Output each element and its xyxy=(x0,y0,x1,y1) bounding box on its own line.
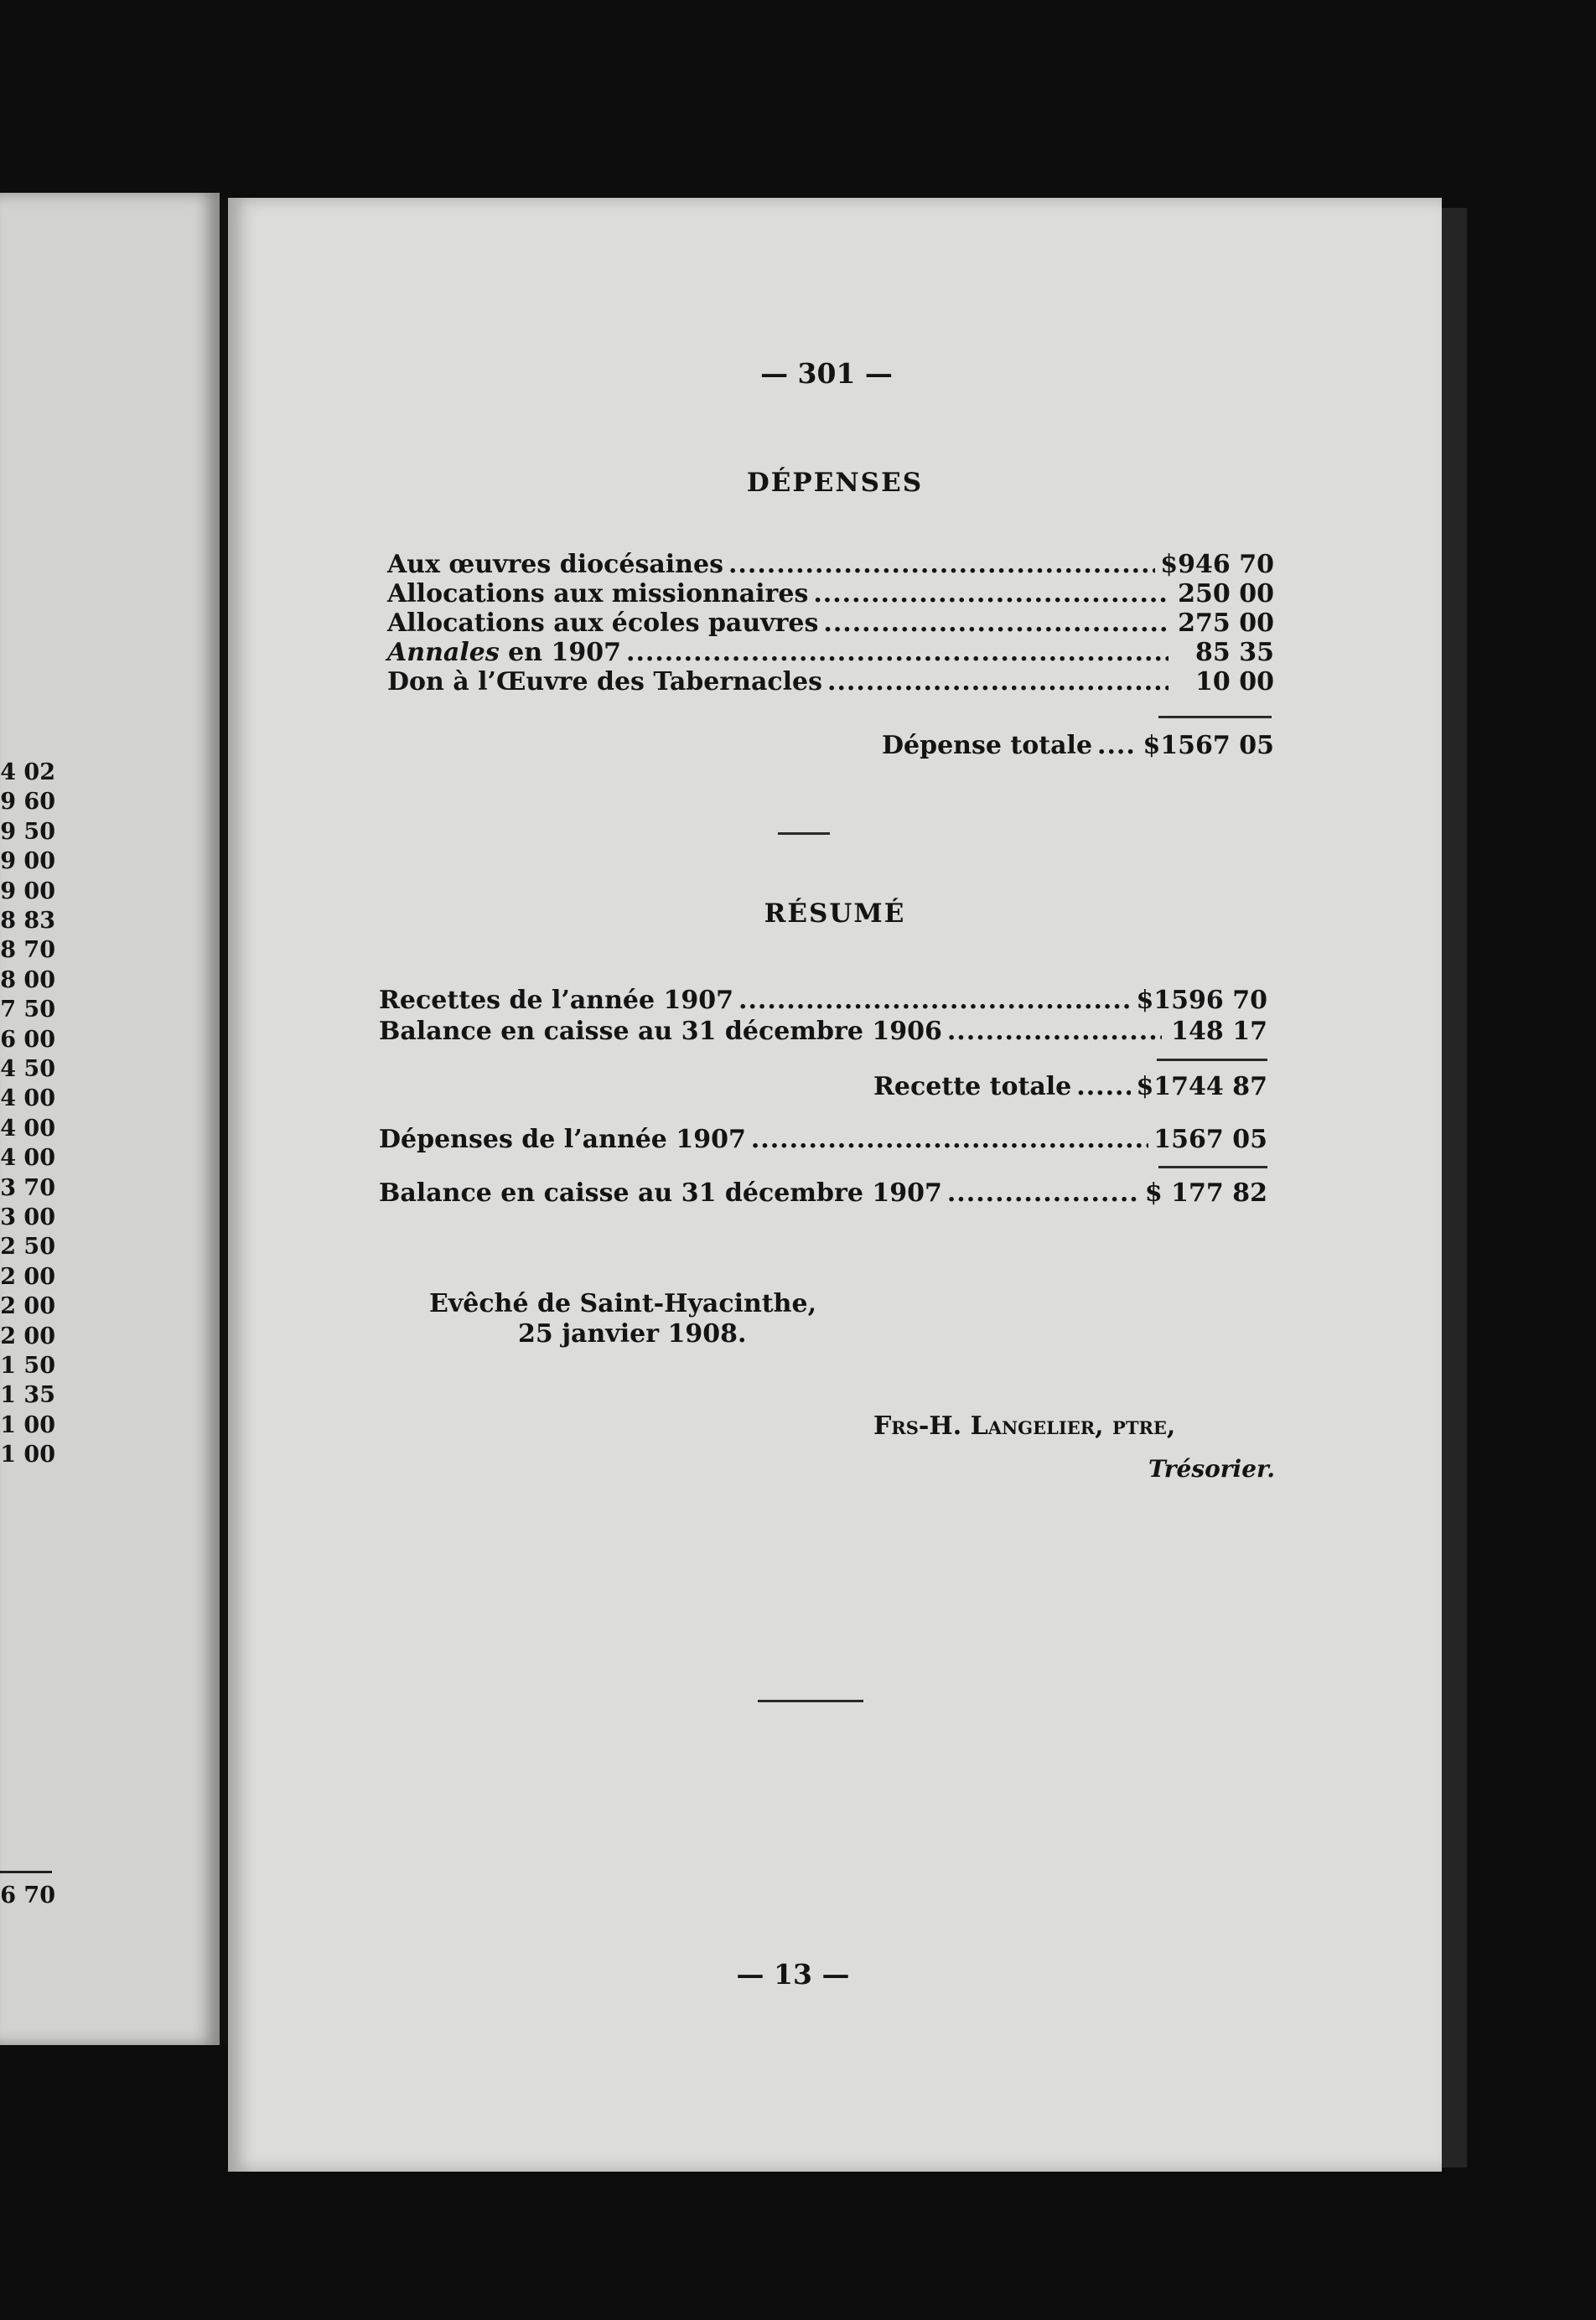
resume-row xyxy=(379,1125,1267,1154)
recette-total-row xyxy=(873,1072,1267,1101)
left-page-number: 7 50 xyxy=(0,997,55,1023)
leader-dots xyxy=(827,667,1168,697)
date-line: 25 janvier 1908. xyxy=(518,1319,747,1349)
left-page-number: 4 02 xyxy=(0,759,55,785)
left-page-number: 8 83 xyxy=(0,908,55,934)
left-page-number: 4 00 xyxy=(0,1115,55,1142)
depense-row xyxy=(387,608,1274,638)
resume-amount: $1596 70 xyxy=(1136,986,1267,1015)
leader-dots xyxy=(823,608,1168,638)
left-page-number: 1 50 xyxy=(0,1353,55,1379)
left-page-number: 8 00 xyxy=(0,966,55,993)
left-page-number: 8 70 xyxy=(0,937,55,964)
depense-amount: 10 00 xyxy=(1195,667,1274,697)
depense-label xyxy=(387,638,621,667)
depense-row xyxy=(387,550,1274,579)
resume-label: Balance en caisse au 31 décembre 1906 xyxy=(379,1017,942,1046)
depense-label: Allocations aux écoles pauvres xyxy=(387,608,819,638)
depense-label: Aux œuvres diocésaines xyxy=(387,550,723,579)
left-page-number: 3 00 xyxy=(0,1204,55,1230)
left-page-number: 4 00 xyxy=(0,1085,55,1112)
depense-row xyxy=(387,579,1274,608)
resume-label: Dépenses de l’année 1907 xyxy=(379,1125,746,1154)
leader-dots xyxy=(728,550,1155,579)
left-page-number: 2 00 xyxy=(0,1263,55,1290)
left-page-number: 9 60 xyxy=(0,789,55,816)
resume-heading: RÉSUMÉ xyxy=(764,898,906,929)
resume-amount: $ 177 82 xyxy=(1144,1178,1267,1208)
resume-amount: 1567 05 xyxy=(1153,1125,1267,1154)
signature-title: Trésorier. xyxy=(1148,1455,1275,1483)
left-page-number: 1 00 xyxy=(0,1411,55,1438)
left-page-number: 9 00 xyxy=(0,878,55,904)
recette-total-amount: $1744 87 xyxy=(1136,1072,1267,1101)
leader-dots xyxy=(738,986,1131,1015)
resume-label: Balance en caisse au 31 décembre 1907 xyxy=(379,1178,942,1208)
leader-dots xyxy=(947,1017,1162,1046)
depenses-heading: DÉPENSES xyxy=(746,468,924,498)
leader-dots xyxy=(947,1178,1140,1208)
recette-sum-rule xyxy=(1157,1059,1267,1061)
resume-label: Recettes de l’année 1907 xyxy=(379,986,734,1015)
left-total: 6 70 xyxy=(0,1882,55,1908)
left-page-number: 1 00 xyxy=(0,1442,55,1468)
depense-total-row xyxy=(882,731,1274,760)
annales-rest: en 1907 xyxy=(499,638,622,667)
left-page-number: 6 00 xyxy=(0,1026,55,1053)
leader-dots xyxy=(751,1125,1148,1154)
page-number: — 301 — xyxy=(760,357,893,390)
depense-row xyxy=(387,667,1274,697)
depense-sum-rule xyxy=(1158,716,1272,718)
depense-label: Don à l’Œuvre des Tabernacles xyxy=(387,667,823,697)
right-page xyxy=(228,198,1442,2172)
resume-row xyxy=(379,1178,1267,1208)
left-page-number: 9 50 xyxy=(0,818,55,845)
left-page-number: 3 70 xyxy=(0,1174,55,1201)
place-line: Evêché de Saint-Hyacinthe, xyxy=(429,1289,817,1318)
left-page xyxy=(0,193,220,2045)
depense-label: Allocations aux missionnaires xyxy=(387,579,809,608)
resume-row xyxy=(379,1017,1267,1046)
left-page-number: 1 35 xyxy=(0,1382,55,1409)
leader-dots xyxy=(813,579,1168,608)
bottom-page-number: — 13 — xyxy=(736,1958,850,1991)
left-page-number: 4 50 xyxy=(0,1056,55,1082)
balance-rule xyxy=(1158,1166,1267,1168)
depense-total-label: Dépense totale xyxy=(882,731,1093,760)
depense-amount: 250 00 xyxy=(1178,579,1274,608)
section-divider xyxy=(778,832,830,835)
resume-amount: 148 17 xyxy=(1171,1017,1267,1046)
depense-amount: $946 70 xyxy=(1160,550,1274,579)
left-page-number: 9 00 xyxy=(0,848,55,875)
left-page-number: 2 50 xyxy=(0,1234,55,1261)
recette-total-label: Recette totale xyxy=(873,1072,1072,1101)
leader-dots xyxy=(626,638,1168,667)
signature-name: Frs-H. Langelier, ptre, xyxy=(873,1411,1176,1441)
left-page-number: 4 00 xyxy=(0,1145,55,1172)
left-page-number: 2 00 xyxy=(0,1293,55,1320)
resume-row xyxy=(379,986,1267,1015)
leader-dots xyxy=(1076,1072,1131,1101)
left-total-rule xyxy=(0,1871,52,1873)
depense-row xyxy=(387,638,1274,667)
left-page-number: 2 00 xyxy=(0,1323,55,1349)
closing-rule xyxy=(758,1700,863,1702)
depense-total-amount: $1567 05 xyxy=(1143,731,1274,760)
leader-dots xyxy=(1097,731,1137,760)
depense-amount: 85 35 xyxy=(1195,638,1274,667)
depense-amount: 275 00 xyxy=(1178,608,1274,638)
annales-italic: Annales xyxy=(387,638,500,667)
